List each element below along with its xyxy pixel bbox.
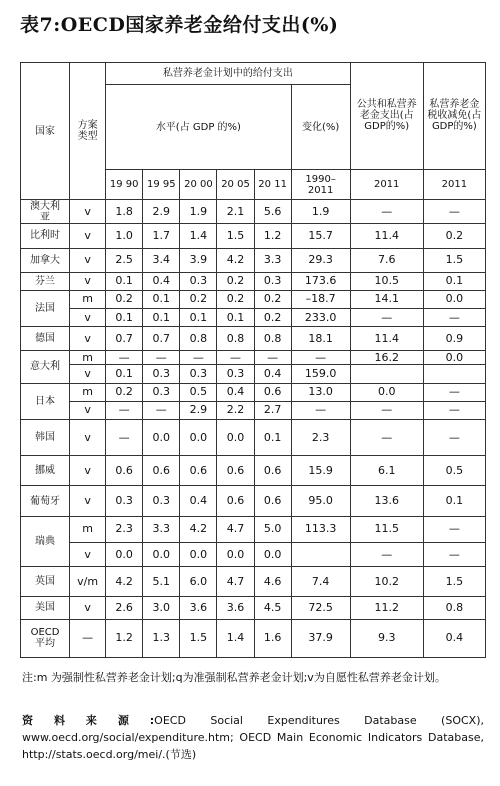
value-cell-pubpriv: 10.2 — [350, 567, 423, 597]
scheme-type-cell: v — [70, 200, 106, 224]
value-cell-tax: 0.2 — [423, 224, 485, 248]
scheme-type-cell: v — [70, 365, 106, 383]
value-cell-v2005: 2.1 — [217, 200, 254, 224]
scheme-type-cell: — — [70, 619, 106, 657]
value-cell-v2011: 0.3 — [254, 272, 291, 290]
table-row — [21, 401, 486, 419]
value-cell-v2011: 0.6 — [254, 456, 291, 486]
value-cell-v2000: 6.0 — [180, 567, 217, 597]
table-row — [21, 224, 486, 248]
value-cell-tax: — — [423, 383, 485, 401]
value-cell-tax: 0.9 — [423, 327, 485, 351]
header-change-period: 1990–2011 — [291, 169, 350, 199]
value-cell-v1990: 1.8 — [106, 200, 143, 224]
value-cell-v2005: 2.2 — [217, 401, 254, 419]
value-cell-pubpriv: 11.4 — [350, 327, 423, 351]
value-cell-tax: — — [423, 401, 485, 419]
value-cell-v2011: 0.6 — [254, 383, 291, 401]
value-cell-tax: 0.0 — [423, 290, 485, 308]
value-cell-v2005: 0.1 — [217, 309, 254, 327]
value-cell-v1990: 2.3 — [106, 516, 143, 542]
value-cell-pubpriv — [350, 365, 423, 383]
value-cell-v1990: — — [106, 351, 143, 365]
value-cell-v1995: 0.3 — [143, 365, 180, 383]
value-cell-v2005: 0.4 — [217, 383, 254, 401]
value-cell-v2011: 4.5 — [254, 597, 291, 619]
value-cell-v2011: 1.2 — [254, 224, 291, 248]
value-cell-v2000: 2.9 — [180, 401, 217, 419]
scheme-type-cell: v — [70, 456, 106, 486]
country-cell: 日本 — [21, 383, 70, 419]
value-cell-pubpriv: 10.5 — [350, 272, 423, 290]
value-cell-v2005: 4.7 — [217, 516, 254, 542]
value-cell-change: 15.7 — [291, 224, 350, 248]
scheme-type-cell: v/m — [70, 567, 106, 597]
value-cell-change: 18.1 — [291, 327, 350, 351]
value-cell-v1995: 0.4 — [143, 272, 180, 290]
value-cell-pubpriv: — — [350, 200, 423, 224]
value-cell-pubpriv: — — [350, 401, 423, 419]
value-cell-v1995: 3.0 — [143, 597, 180, 619]
value-cell-v2011: 0.2 — [254, 290, 291, 308]
value-cell-v1995: 5.1 — [143, 567, 180, 597]
value-cell-v1995: 0.0 — [143, 542, 180, 566]
value-cell-v1990: 0.1 — [106, 309, 143, 327]
value-cell-tax: 0.8 — [423, 597, 485, 619]
country-cell: 法国 — [21, 290, 70, 326]
value-cell-change: 95.0 — [291, 486, 350, 516]
value-cell-v1995: 3.4 — [143, 248, 180, 272]
table-row — [21, 290, 486, 308]
value-cell-tax: 0.1 — [423, 272, 485, 290]
scheme-type-cell: v — [70, 272, 106, 290]
value-cell-v1990: 0.1 — [106, 365, 143, 383]
header-level: 水平(占 GDP 的%) — [106, 85, 292, 170]
country-cell: OECD平均 — [21, 619, 70, 657]
value-cell-v2005: 0.2 — [217, 290, 254, 308]
value-cell-v2000: — — [180, 351, 217, 365]
table-row — [21, 542, 486, 566]
value-cell-change: 159.0 — [291, 365, 350, 383]
table-row — [21, 327, 486, 351]
scheme-type-cell: v — [70, 224, 106, 248]
value-cell-v1990: 0.2 — [106, 290, 143, 308]
value-cell-v1990: 2.5 — [106, 248, 143, 272]
scheme-type-cell: v — [70, 327, 106, 351]
table-row — [21, 351, 486, 365]
value-cell-v2005: 4.7 — [217, 567, 254, 597]
value-cell-v1995: 0.3 — [143, 383, 180, 401]
value-cell-pubpriv: 0.0 — [350, 383, 423, 401]
value-cell-change: 29.3 — [291, 248, 350, 272]
value-cell-change: 7.4 — [291, 567, 350, 597]
value-cell-v2005: 0.6 — [217, 486, 254, 516]
value-cell-v2011: 0.1 — [254, 419, 291, 455]
table-row — [21, 272, 486, 290]
header-year-1995: 19 95 — [143, 169, 180, 199]
value-cell-change: — — [291, 401, 350, 419]
country-cell: 英国 — [21, 567, 70, 597]
value-cell-v2000: 0.4 — [180, 486, 217, 516]
value-cell-tax: 0.1 — [423, 486, 485, 516]
country-cell: 澳大利亚 — [21, 200, 70, 224]
table-row — [21, 486, 486, 516]
value-cell-v1995: 0.7 — [143, 327, 180, 351]
scheme-type-cell: v — [70, 248, 106, 272]
value-cell-v2011: — — [254, 351, 291, 365]
value-cell-v2005: 0.6 — [217, 456, 254, 486]
table-row — [21, 419, 486, 455]
value-cell-v2011: 4.6 — [254, 567, 291, 597]
table-row — [21, 567, 486, 597]
value-cell-v2000: 0.3 — [180, 365, 217, 383]
value-cell-v1995: 0.1 — [143, 309, 180, 327]
value-cell-v1990: 0.0 — [106, 542, 143, 566]
value-cell-tax: — — [423, 516, 485, 542]
value-cell-change: 113.3 — [291, 516, 350, 542]
value-cell-pubpriv: 11.5 — [350, 516, 423, 542]
value-cell-v2000: 0.0 — [180, 419, 217, 455]
value-cell-v2000: 0.1 — [180, 309, 217, 327]
value-cell-v2000: 0.2 — [180, 290, 217, 308]
value-cell-v1990: — — [106, 419, 143, 455]
table-row — [21, 619, 486, 657]
table-row — [21, 365, 486, 383]
value-cell-change: 15.9 — [291, 456, 350, 486]
value-cell-v2000: 0.8 — [180, 327, 217, 351]
country-cell: 挪威 — [21, 456, 70, 486]
header-scheme-type: 方案类型 — [70, 63, 106, 200]
value-cell-pubpriv: 9.3 — [350, 619, 423, 657]
value-cell-v1995: 1.7 — [143, 224, 180, 248]
scheme-type-cell: v — [70, 419, 106, 455]
value-cell-v2000: 0.6 — [180, 456, 217, 486]
table-note: 注:m 为强制性私营养老金计划;q为准强制私营养老金计划;v为自愿性私营养老金计划。 — [22, 671, 446, 684]
value-cell-v2011: 1.6 — [254, 619, 291, 657]
value-cell-pubpriv: 6.1 — [350, 456, 423, 486]
source-label: 资料来源: — [22, 714, 155, 727]
value-cell-pubpriv: 14.1 — [350, 290, 423, 308]
value-cell-pubpriv: 16.2 — [350, 351, 423, 365]
value-cell-v2011: 5.6 — [254, 200, 291, 224]
header-year-2005: 20 05 — [217, 169, 254, 199]
value-cell-v2011: 2.7 — [254, 401, 291, 419]
header-change: 变化(%) — [291, 85, 350, 170]
value-cell-v1995: 2.9 — [143, 200, 180, 224]
table-source — [22, 712, 484, 763]
value-cell-v2011: 0.2 — [254, 309, 291, 327]
value-cell-v1995: 0.0 — [143, 419, 180, 455]
pension-table — [20, 62, 486, 658]
value-cell-v1995: 0.1 — [143, 290, 180, 308]
value-cell-v2000: 1.9 — [180, 200, 217, 224]
value-cell-v2011: 5.0 — [254, 516, 291, 542]
table-title: 表7:OECD国家养老金给付支出(%) — [20, 14, 339, 36]
scheme-type-cell: v — [70, 542, 106, 566]
value-cell-v2000: 0.3 — [180, 272, 217, 290]
scheme-type-cell: m — [70, 383, 106, 401]
value-cell-v2000: 1.5 — [180, 619, 217, 657]
value-cell-pubpriv: 7.6 — [350, 248, 423, 272]
table-row — [21, 383, 486, 401]
value-cell-v1990: 0.6 — [106, 456, 143, 486]
country-cell: 韩国 — [21, 419, 70, 455]
scheme-type-cell: m — [70, 516, 106, 542]
scheme-type-cell: m — [70, 290, 106, 308]
value-cell-pubpriv: 11.2 — [350, 597, 423, 619]
value-cell-v2011: 0.0 — [254, 542, 291, 566]
value-cell-v2005: 0.3 — [217, 365, 254, 383]
value-cell-v2000: 3.9 — [180, 248, 217, 272]
country-cell: 意大利 — [21, 351, 70, 383]
value-cell-tax: — — [423, 309, 485, 327]
table-row — [21, 516, 486, 542]
value-cell-change: 1.9 — [291, 200, 350, 224]
value-cell-tax: 0.5 — [423, 456, 485, 486]
table-row — [21, 309, 486, 327]
value-cell-pubpriv: 11.4 — [350, 224, 423, 248]
value-cell-v2000: 3.6 — [180, 597, 217, 619]
value-cell-change: 72.5 — [291, 597, 350, 619]
value-cell-pubpriv: — — [350, 309, 423, 327]
value-cell-change: 233.0 — [291, 309, 350, 327]
scheme-type-cell: v — [70, 486, 106, 516]
value-cell-v2011: 0.4 — [254, 365, 291, 383]
value-cell-change: 2.3 — [291, 419, 350, 455]
value-cell-v2005: 3.6 — [217, 597, 254, 619]
value-cell-v2011: 3.3 — [254, 248, 291, 272]
country-cell: 比利时 — [21, 224, 70, 248]
header-country: 国家 — [21, 63, 70, 200]
value-cell-v2005: 0.2 — [217, 272, 254, 290]
value-cell-change: 13.0 — [291, 383, 350, 401]
header-year-1990: 19 90 — [106, 169, 143, 199]
value-cell-tax: — — [423, 419, 485, 455]
value-cell-v2005: 0.0 — [217, 419, 254, 455]
value-cell-v2005: — — [217, 351, 254, 365]
value-cell-v1995: 1.3 — [143, 619, 180, 657]
pension-table-container — [20, 62, 486, 658]
value-cell-tax: 0.0 — [423, 351, 485, 365]
value-cell-v2005: 4.2 — [217, 248, 254, 272]
value-cell-v1990: 0.3 — [106, 486, 143, 516]
value-cell-change: 37.9 — [291, 619, 350, 657]
header-year-2000: 20 00 — [180, 169, 217, 199]
scheme-type-cell: m — [70, 351, 106, 365]
country-cell: 芬兰 — [21, 272, 70, 290]
value-cell-v2011: 0.8 — [254, 327, 291, 351]
country-cell: 美国 — [21, 597, 70, 619]
value-cell-v1995: 0.3 — [143, 486, 180, 516]
value-cell-v2000: 4.2 — [180, 516, 217, 542]
value-cell-pubpriv: — — [350, 542, 423, 566]
value-cell-tax: 1.5 — [423, 567, 485, 597]
value-cell-tax — [423, 365, 485, 383]
value-cell-v1995: — — [143, 351, 180, 365]
value-cell-pubpriv: — — [350, 419, 423, 455]
value-cell-v2000: 0.5 — [180, 383, 217, 401]
table-row — [21, 248, 486, 272]
country-cell: 加拿大 — [21, 248, 70, 272]
table-row — [21, 597, 486, 619]
header-private-group: 私营养老金计划中的给付支出 — [106, 63, 351, 85]
table-row — [21, 200, 486, 224]
table-row — [21, 456, 486, 486]
value-cell-v1990: 0.7 — [106, 327, 143, 351]
value-cell-v1995: — — [143, 401, 180, 419]
value-cell-v2000: 0.0 — [180, 542, 217, 566]
value-cell-change — [291, 542, 350, 566]
value-cell-v1990: 1.0 — [106, 224, 143, 248]
value-cell-tax: 0.4 — [423, 619, 485, 657]
value-cell-tax: — — [423, 200, 485, 224]
country-cell: 葡萄牙 — [21, 486, 70, 516]
value-cell-v2000: 1.4 — [180, 224, 217, 248]
value-cell-v1990: 2.6 — [106, 597, 143, 619]
scheme-type-cell: v — [70, 597, 106, 619]
value-cell-tax: 1.5 — [423, 248, 485, 272]
value-cell-v1990: — — [106, 401, 143, 419]
value-cell-pubpriv: 13.6 — [350, 486, 423, 516]
value-cell-v2011: 0.6 — [254, 486, 291, 516]
header-public-private: 公共和私营养老金支出(占GDP的%) — [350, 63, 423, 170]
value-cell-change: –18.7 — [291, 290, 350, 308]
value-cell-v2005: 1.5 — [217, 224, 254, 248]
value-cell-v1995: 0.6 — [143, 456, 180, 486]
value-cell-v1990: 4.2 — [106, 567, 143, 597]
header-year-2011-tax: 2011 — [423, 169, 485, 199]
value-cell-v1990: 0.1 — [106, 272, 143, 290]
value-cell-v2005: 1.4 — [217, 619, 254, 657]
country-cell: 德国 — [21, 327, 70, 351]
scheme-type-cell: v — [70, 309, 106, 327]
value-cell-v1990: 0.2 — [106, 383, 143, 401]
header-year-2011: 20 11 — [254, 169, 291, 199]
value-cell-change: 173.6 — [291, 272, 350, 290]
source-text: OECD Social Expenditures Database (SOCX), www.oecd.org/social/expenditure.htm; OECD Main Economic Indicators Database, http://stats.oecd.org/mei/.(节选) — [22, 714, 484, 761]
value-cell-v2005: 0.8 — [217, 327, 254, 351]
header-tax-exemption: 私营养老金税收减免(占GDP的%) — [423, 63, 485, 170]
value-cell-v1995: 3.3 — [143, 516, 180, 542]
scheme-type-cell: v — [70, 401, 106, 419]
value-cell-v2005: 0.0 — [217, 542, 254, 566]
header-year-2011-public: 2011 — [350, 169, 423, 199]
value-cell-v1990: 1.2 — [106, 619, 143, 657]
value-cell-tax: — — [423, 542, 485, 566]
value-cell-change: — — [291, 351, 350, 365]
country-cell: 瑞典 — [21, 516, 70, 566]
